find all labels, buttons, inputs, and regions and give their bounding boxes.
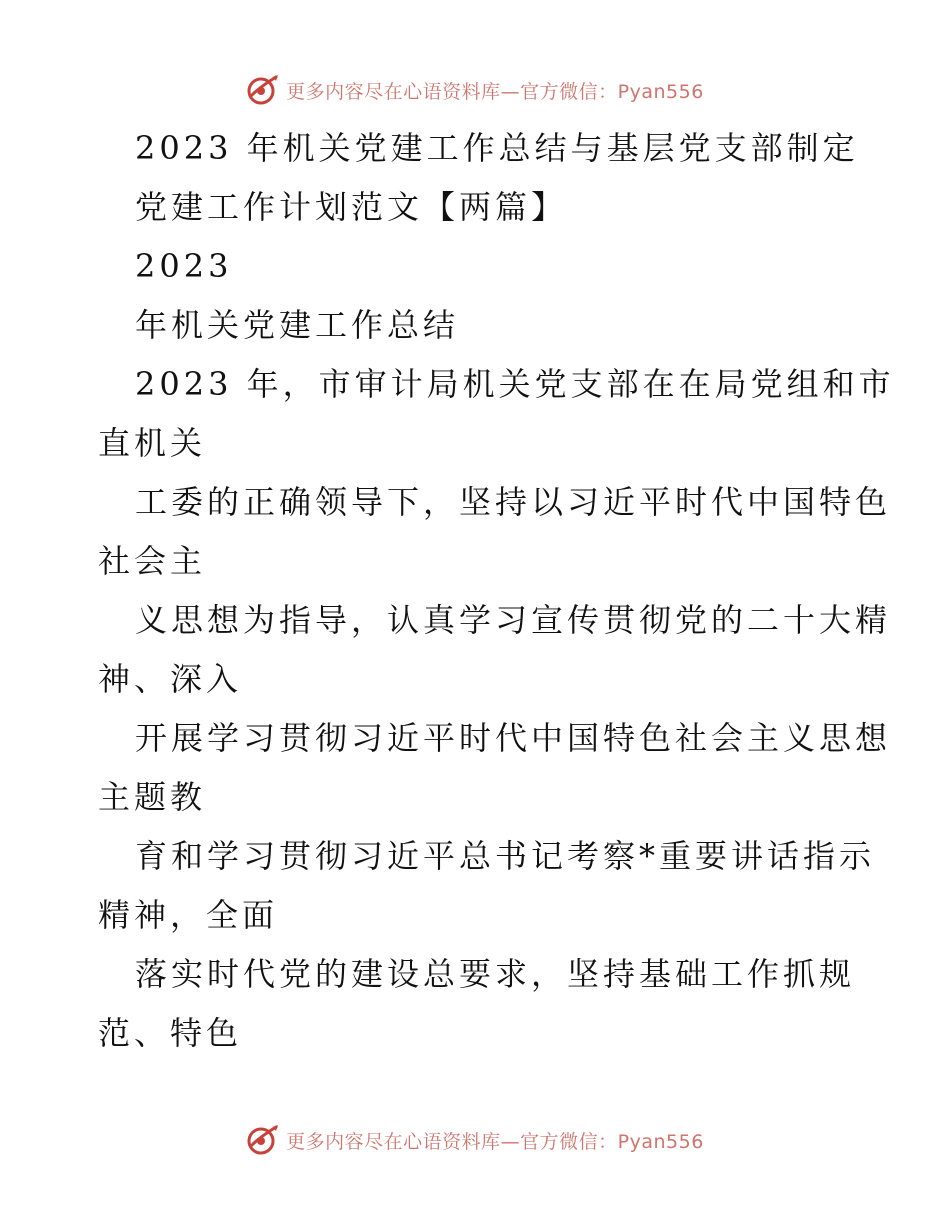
document-title-line-2: 党建工作计划范文【两篇】 bbox=[135, 188, 568, 226]
header-banner bbox=[0, 70, 950, 110]
header-banner-inner bbox=[246, 73, 704, 107]
document-subtitle-line-2: 年机关党建工作总结 bbox=[135, 306, 460, 344]
paragraph-line: 范、特色 bbox=[98, 1014, 243, 1052]
document-subtitle-line-1: 2023 bbox=[135, 247, 233, 285]
paragraph-line: 开展学习贯彻习近平时代中国特色社会主义思想 bbox=[135, 719, 892, 757]
brush-pen-logo-icon bbox=[246, 1123, 280, 1157]
paragraph-line: 主题教 bbox=[98, 778, 207, 816]
paragraph-line: 社会主 bbox=[98, 542, 207, 580]
paragraph-line: 育和学习贯彻习近平总书记考察*重要讲话指示 bbox=[135, 837, 876, 875]
paragraph-line: 工委的正确领导下，坚持以习近平时代中国特色 bbox=[135, 483, 892, 521]
brush-pen-logo-icon bbox=[246, 73, 280, 107]
paragraph-line: 落实时代党的建设总要求，坚持基础工作抓规 bbox=[135, 955, 856, 993]
paragraph-line: 直机关 bbox=[98, 424, 207, 462]
paragraph-line: 2023 年，市审计局机关党支部在在局党组和市 bbox=[135, 365, 895, 403]
footer-banner bbox=[0, 1120, 950, 1160]
paragraph-line: 神、深入 bbox=[98, 660, 243, 698]
paragraph-line: 精神，全面 bbox=[98, 896, 279, 934]
document-title-line-1: 2023 年机关党建工作总结与基层党支部制定 bbox=[135, 129, 859, 167]
header-banner-text: 更多内容尽在心语资料库—官方微信：Pyan556 bbox=[286, 80, 704, 103]
footer-banner-text: 更多内容尽在心语资料库—官方微信：Pyan556 bbox=[286, 1130, 704, 1153]
footer-banner-inner bbox=[246, 1123, 704, 1157]
paragraph-line: 义思想为指导，认真学习宣传贯彻党的二十大精 bbox=[135, 601, 892, 639]
